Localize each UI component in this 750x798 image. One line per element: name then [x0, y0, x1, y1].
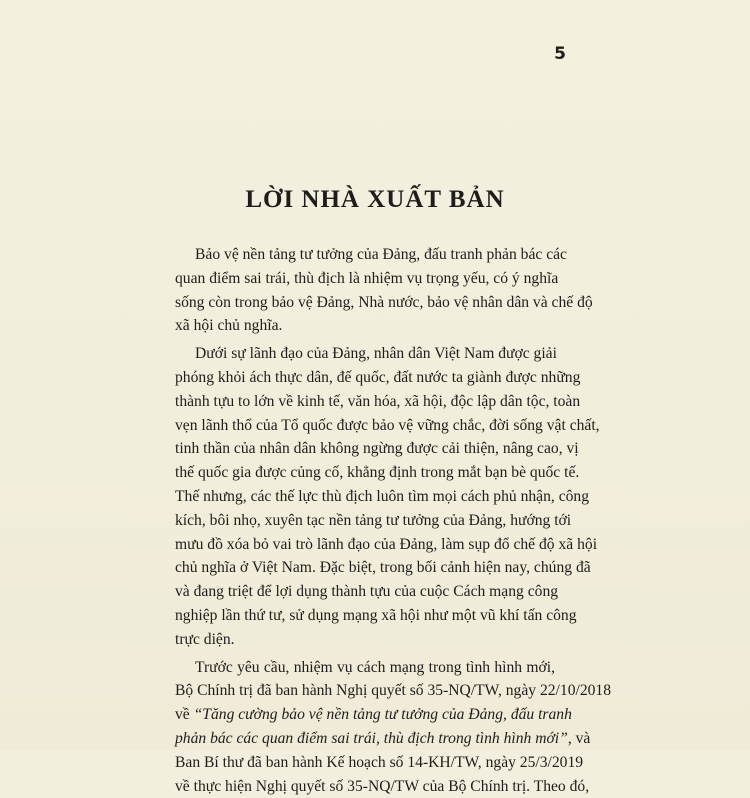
paragraph	[175, 342, 600, 651]
text-segment: về	[175, 706, 194, 724]
text-line: Dưới sự lãnh đạo của Đảng, nhân dân Việt Nam được giải	[195, 345, 557, 363]
text-line: vẹn lãnh thổ của Tổ quốc được bảo vệ vững chắc, đời sống vật chất,	[175, 416, 600, 434]
text-line: và đang triệt để lợi dụng thành tựu của cuộc Cách mạng công	[175, 583, 559, 601]
paragraph	[175, 243, 593, 338]
text-line: Bảo vệ nền tảng tư tưởng của Đảng, đấu tranh phản bác các	[195, 246, 567, 263]
text-line: tinh thần của nhân dân không ngừng được cải thiện, nâng cao, vị	[175, 440, 579, 458]
text-line: sống còn trong bảo vệ Đảng, Nhà nước, bảo vệ nhân dân và chế độ	[175, 293, 593, 311]
text-line: thế quốc gia được củng cố, khẳng định trong mắt bạn bè quốc tế.	[175, 464, 580, 482]
text-line: quan điểm sai trái, thù địch là nhiệm vụ trọng yếu, có ý nghĩa	[175, 269, 559, 287]
page-number: 5	[554, 44, 566, 64]
section-heading: LỜI NHÀ XUẤT BẢN	[245, 186, 505, 213]
text-line: Thế nhưng, các thế lực thù địch luôn tìm mọi cách phủ nhận, công	[175, 487, 590, 505]
text-line: nghiệp lần thứ tư, sử dụng mạng xã hội như một vũ khí tấn công	[175, 606, 577, 624]
text-line: kích, bôi nhọ, xuyên tạc nền tảng tư tưởng của Đảng, hướng tới	[175, 511, 572, 529]
text-line: về thực hiện Nghị quyết số 35-NQ/TW của Bộ Chính trị. Theo đó,	[175, 777, 590, 795]
text-line	[175, 703, 572, 727]
quoted-title: phản bác các quan điểm sai trái, thù địch trong tình hình mới”	[175, 729, 568, 747]
text-line: Trước yêu cầu, nhiệm vụ cách mạng trong tình hình mới,	[195, 658, 555, 676]
paragraph	[175, 656, 612, 798]
text-line: Ban Bí thư đã ban hành Kế hoạch số 14-KH/TW, ngày 25/3/2019	[175, 753, 584, 771]
text-line: chủ nghĩa ở Việt Nam. Đặc biệt, trong bối cảnh hiện nay, chúng đã	[175, 559, 591, 577]
text-line: phóng khỏi ách thực dân, đế quốc, đất nước ta giành được những	[175, 368, 581, 386]
text-line: trực diện.	[175, 630, 235, 648]
text-segment: , và	[567, 729, 591, 747]
text-line: thành tựu to lớn về kinh tế, văn hóa, xã hội, độc lập dân tộc, toàn	[175, 392, 581, 410]
text-line	[175, 727, 591, 751]
text-line: xã hội chủ nghĩa.	[175, 317, 283, 335]
text-line: mưu đồ xóa bỏ vai trò lãnh đạo của Đảng, làm sụp đổ chế độ xã hội	[175, 535, 598, 553]
text-line: Bộ Chính trị đã ban hành Nghị quyết số 35-NQ/TW, ngày 22/10/2018	[175, 682, 612, 700]
body-text	[175, 243, 612, 798]
quoted-title: “Tăng cường bảo vệ nền tảng tư tưởng của Đảng, đấu tranh	[193, 706, 572, 724]
